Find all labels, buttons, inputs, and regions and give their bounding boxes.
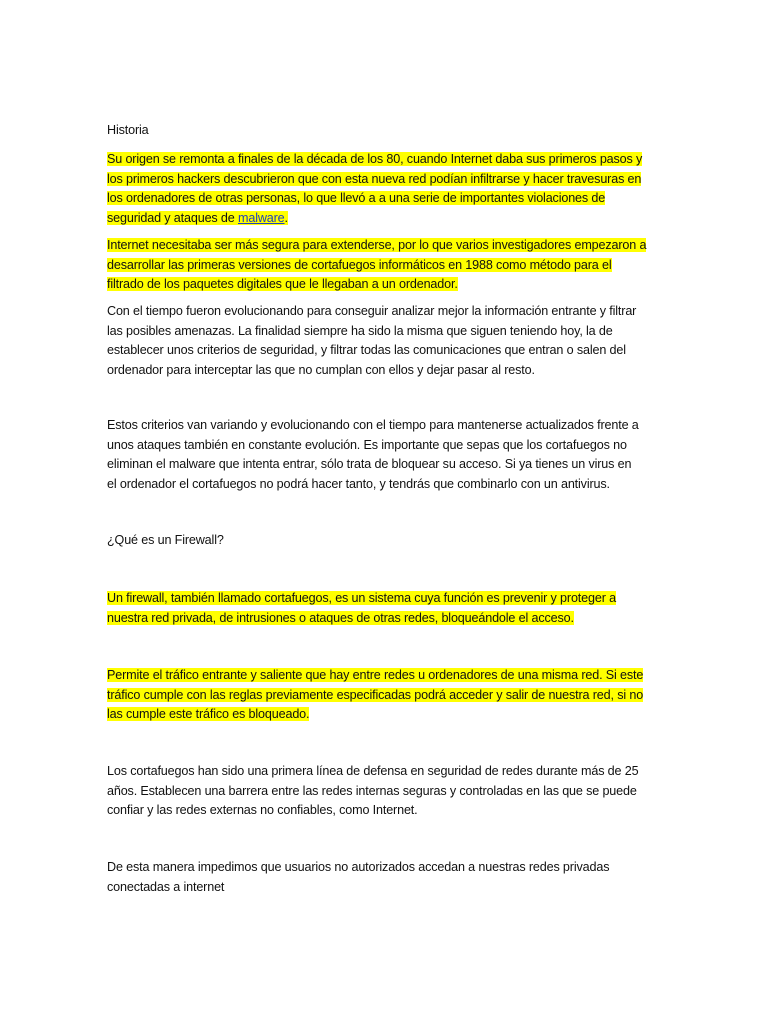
paragraph-origen-period: .: [284, 210, 288, 225]
paragraph-trafico-line: Permite el tráfico entrante y saliente que hay entre redes u ordenadores de una misma red. Si este: [107, 668, 644, 682]
paragraph-linea-defensa-line: Los cortafuegos han sido una primera línea de defensa en seguridad de redes durante más de 25: [107, 764, 639, 778]
paragraph-criterios-line: el ordenador el cortafuegos no podrá hacer tanto, y tendrás que combinarlo con un antivirus.: [107, 476, 610, 491]
paragraph-evolucion-line: Con el tiempo fueron evolucionando para conseguir analizar mejor la información entrante y filtrar: [107, 304, 637, 318]
paragraph-criterios: [107, 416, 663, 494]
paragraph-origen: [107, 150, 663, 228]
paragraph-origen-line: los ordenadores de otras personas, lo que llevó a a una serie de importantes violaciones de: [107, 191, 606, 205]
paragraph-conclusion-line: conectadas a internet: [107, 879, 225, 894]
paragraph-evolucion-line: ordenador para interceptar las que no cumplan con ellos y dejar pasar al resto.: [107, 362, 535, 377]
paragraph-origen-line: los primeros hackers descubrieron que con esta nueva red podían infiltrarse y hacer travesuras en: [107, 171, 642, 186]
paragraph-conclusion-line: De esta manera impedimos que usuarios no autorizados accedan a nuestras redes privadas: [107, 860, 610, 874]
heading-que-es-firewall: ¿Qué es un Firewall?: [107, 533, 224, 547]
paragraph-firewall-definicion-line: Un firewall, también llamado cortafuegos, es un sistema cuya función es prevenir y proteger a: [107, 591, 616, 605]
paragraph-firewall-definicion-line: nuestra red privada, de intrusiones o ataques de otras redes, bloqueándole el acceso.: [107, 610, 574, 625]
paragraph-linea-defensa: [107, 762, 663, 821]
paragraph-criterios-line: eliminan el malware que intenta entrar, sólo trata de bloquear su acceso. Si ya tienes un virus en: [107, 457, 632, 471]
paragraph-internet-line: filtrado de los paquetes digitales que le llegaban a un ordenador.: [107, 277, 458, 291]
paragraph-linea-defensa-line: confiar y las redes externas no confiables, como Internet.: [107, 803, 418, 817]
paragraph-evolucion-line: las posibles amenazas. La finalidad siempre ha sido la misma que siguen teniendo hoy, la de: [107, 323, 613, 338]
paragraph-trafico-line: tráfico cumple con las reglas previamente especificadas podrá acceder y salir de nuestra red, si no: [107, 687, 644, 702]
paragraph-internet-line: desarrollar las primeras versiones de cortafuegos informáticos en 1988 como método para el: [107, 257, 612, 272]
paragraph-evolucion: [107, 302, 663, 380]
paragraph-firewall-definicion: [107, 589, 663, 628]
paragraph-trafico-line: las cumple este tráfico es bloqueado.: [107, 707, 310, 721]
paragraph-linea-defensa-line: años. Establecen una barrera entre las redes internas seguras y controladas en las que se puede: [107, 783, 637, 798]
paragraph-conclusion: [107, 858, 663, 897]
paragraph-internet-line: Internet necesitaba ser más segura para extenderse, por lo que varios investigadores empezaron a: [107, 238, 647, 252]
paragraph-origen-line: seguridad y ataques de: [107, 210, 235, 225]
paragraph-origen-line: Su origen se remonta a finales de la década de los 80, cuando Internet daba sus primeros pasos y: [107, 152, 643, 166]
malware-link[interactable]: malware: [238, 210, 285, 225]
paragraph-trafico: [107, 666, 663, 725]
paragraph-criterios-line: unos ataques también en constante evolución. Es importante que sepas que los cortafuegos no: [107, 437, 627, 452]
paragraph-internet: [107, 236, 663, 295]
paragraph-criterios-line: Estos criterios van variando y evolucionando con el tiempo para mantenerse actualizados frente a: [107, 418, 639, 432]
paragraph-evolucion-line: establecer unos criterios de seguridad, y filtrar todas las comunicaciones que entran o salen del: [107, 343, 626, 357]
heading-historia: Historia: [107, 123, 149, 137]
